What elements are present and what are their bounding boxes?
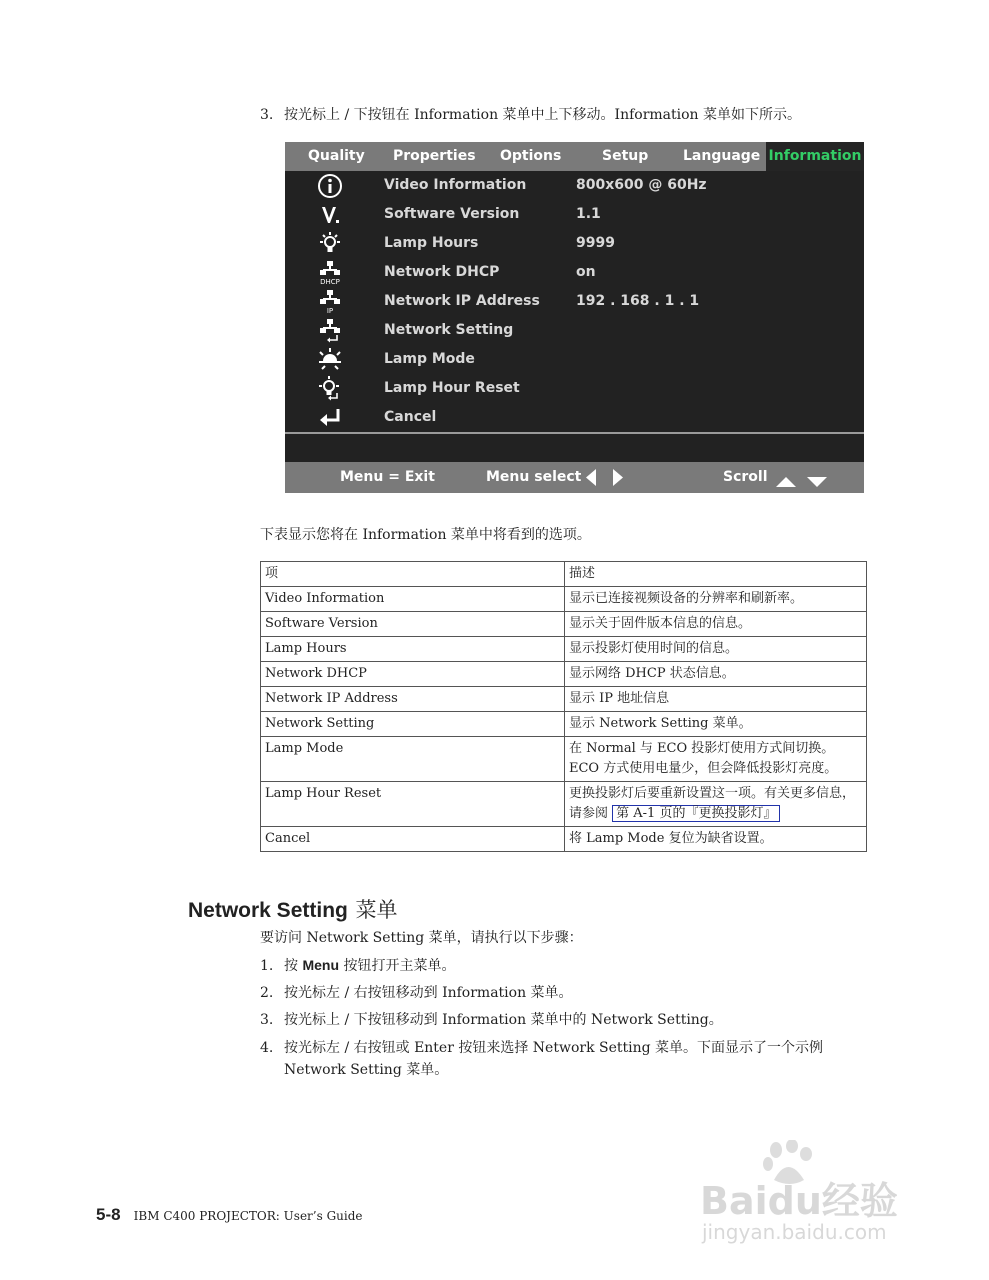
- osd-tab-bar: [285, 142, 864, 171]
- osd-label: Cancel: [384, 409, 437, 425]
- osd-row-lamp-hours[interactable]: [285, 229, 864, 258]
- intro-step: [260, 104, 801, 126]
- item-cell: Lamp Mode: [261, 737, 565, 782]
- menu-exit-hint: Menu = Exit: [340, 469, 435, 485]
- step-number: 1.: [260, 958, 274, 974]
- item-cell: Cancel: [261, 827, 565, 852]
- osd-row-software-version[interactable]: [285, 200, 864, 229]
- step-text-cont: Network Setting 菜单。: [284, 1062, 449, 1078]
- network-ip-icon: [315, 289, 345, 315]
- step-text-post: 按钮打开主菜单。: [339, 958, 456, 974]
- table-row: [261, 712, 867, 737]
- lamp-mode-icon: [315, 347, 345, 373]
- description-text: 更换投影灯后要重新设置这一项。有关更多信息，请参阅: [569, 786, 856, 821]
- osd-row-cancel[interactable]: [285, 403, 864, 432]
- description-cell: 显示投影灯使用时间的信息。: [565, 637, 867, 662]
- step-text-pre: 按: [284, 958, 303, 974]
- description-cell: 显示已连接视频设备的分辨率和刷新率。: [565, 587, 867, 612]
- table-header-row: [261, 562, 867, 587]
- section-title-en: Network Setting: [188, 899, 348, 922]
- osd-value: on: [576, 264, 596, 280]
- baidu-watermark: [700, 1140, 930, 1250]
- osd-label: Network DHCP: [384, 264, 500, 280]
- step-2: [260, 982, 573, 1004]
- cross-reference-link[interactable]: 第 A-1 页的『更换投影灯』: [612, 805, 780, 822]
- osd-row-network-setting[interactable]: [285, 316, 864, 345]
- description-cell: 在 Normal 与 ECO 投影灯使用方式间切换。ECO 方式使用电量少，但会降低投影灯亮度。: [565, 737, 867, 782]
- osd-label: Lamp Hour Reset: [384, 380, 520, 396]
- osd-row-network-dhcp[interactable]: [285, 258, 864, 287]
- section-intro: 要访问 Network Setting 菜单，请执行以下步骤：: [260, 930, 583, 946]
- version-icon: [315, 202, 345, 228]
- osd-label: Lamp Mode: [384, 351, 475, 367]
- step-number: 3.: [260, 1012, 274, 1028]
- table-row: [261, 612, 867, 637]
- table-row: [261, 637, 867, 662]
- osd-row-lamp-hour-reset[interactable]: [285, 374, 864, 403]
- osd-label: Network IP Address: [384, 293, 540, 309]
- osd-label: Lamp Hours: [384, 235, 479, 251]
- osd-divider: [285, 432, 864, 434]
- page-number: 5-8: [96, 1205, 121, 1224]
- osd-information-menu: [285, 142, 864, 493]
- osd-label: Network Setting: [384, 322, 514, 338]
- osd-footer-bar: [285, 462, 864, 493]
- lamp-reset-icon: [315, 376, 345, 402]
- network-dhcp-icon: [315, 260, 345, 286]
- step-number: 3.: [260, 107, 274, 123]
- return-icon: [315, 405, 345, 431]
- scroll-hint: Scroll: [723, 469, 768, 485]
- tab-options[interactable]: Options: [500, 148, 562, 164]
- tab-quality[interactable]: Quality: [308, 148, 365, 164]
- description-cell: 显示 IP 地址信息: [565, 687, 867, 712]
- item-cell: Network Setting: [261, 712, 565, 737]
- tab-setup[interactable]: Setup: [602, 148, 649, 164]
- table-row: [261, 827, 867, 852]
- table-row: [261, 737, 867, 782]
- item-cell: Software Version: [261, 612, 565, 637]
- arrow-right-icon: [612, 469, 624, 490]
- table-row: [261, 662, 867, 687]
- osd-label: Software Version: [384, 206, 520, 222]
- arrow-left-icon: [585, 469, 597, 490]
- step-3: [260, 1009, 723, 1031]
- item-cell: Network DHCP: [261, 662, 565, 687]
- osd-value: 9999: [576, 235, 615, 251]
- page-footer: [96, 1205, 363, 1225]
- arrow-down-icon: [807, 472, 827, 491]
- arrow-up-icon: [776, 472, 796, 491]
- menu-select-hint: Menu select: [486, 469, 582, 485]
- step-keyword: Menu: [302, 957, 340, 973]
- step-4: [260, 1037, 823, 1081]
- section-heading: [188, 894, 398, 924]
- description-cell: [565, 782, 867, 827]
- description-cell: 显示网络 DHCP 状态信息。: [565, 662, 867, 687]
- info-icon: [315, 173, 345, 199]
- description-cell: 显示关于固件版本信息的信息。: [565, 612, 867, 637]
- header-item: 项: [261, 562, 565, 587]
- tab-language[interactable]: Language: [683, 148, 761, 164]
- osd-row-video-information[interactable]: [285, 171, 864, 200]
- item-cell: Video Information: [261, 587, 565, 612]
- tab-information[interactable]: Information: [766, 142, 864, 171]
- step-1: [260, 954, 455, 977]
- step-number: 4.: [260, 1040, 274, 1056]
- step-text: 按光标上 / 下按钮在 Information 菜单中上下移动。Information 菜单如下所示。: [284, 107, 802, 123]
- item-cell: Lamp Hour Reset: [261, 782, 565, 827]
- svg-text:IP: IP: [326, 307, 334, 315]
- document-title: IBM C400 PROJECTOR: User’s Guide: [133, 1209, 363, 1223]
- information-options-table: [260, 561, 867, 852]
- osd-value: 1.1: [576, 206, 601, 222]
- table-row: [261, 687, 867, 712]
- tab-properties[interactable]: Properties: [393, 148, 476, 164]
- osd-row-network-ip-address[interactable]: [285, 287, 864, 316]
- lamp-icon: [315, 231, 345, 257]
- osd-label: Video Information: [384, 177, 527, 193]
- osd-row-lamp-mode[interactable]: [285, 345, 864, 374]
- network-setting-icon: [315, 318, 345, 344]
- table-intro: 下表显示您将在 Information 菜单中将看到的选项。: [260, 527, 591, 543]
- osd-value: 800x600 @ 60Hz: [576, 177, 707, 193]
- table-row: [261, 782, 867, 827]
- step-number: 2.: [260, 985, 274, 1001]
- item-cell: Network IP Address: [261, 687, 565, 712]
- watermark-logo-text: Baidu经验: [700, 1179, 898, 1223]
- description-cell: 将 Lamp Mode 复位为缺省设置。: [565, 827, 867, 852]
- step-text: 按光标上 / 下按钮移动到 Information 菜单中的 Network Setting。: [284, 1012, 723, 1028]
- section-title-zh: 菜单: [355, 898, 398, 922]
- step-text: 按光标左 / 右按钮移动到 Information 菜单。: [284, 985, 573, 1001]
- item-cell: Lamp Hours: [261, 637, 565, 662]
- step-text: 按光标左 / 右按钮或 Enter 按钮来选择 Network Setting 菜单。下面显示了一个示例: [284, 1040, 824, 1056]
- header-description: 描述: [565, 562, 867, 587]
- table-row: [261, 587, 867, 612]
- osd-value: 192 . 168 . 1 . 1: [576, 293, 700, 309]
- description-cell: 显示 Network Setting 菜单。: [565, 712, 867, 737]
- svg-text:DHCP: DHCP: [320, 278, 340, 286]
- watermark-url: jingyan.baidu.com: [702, 1220, 887, 1244]
